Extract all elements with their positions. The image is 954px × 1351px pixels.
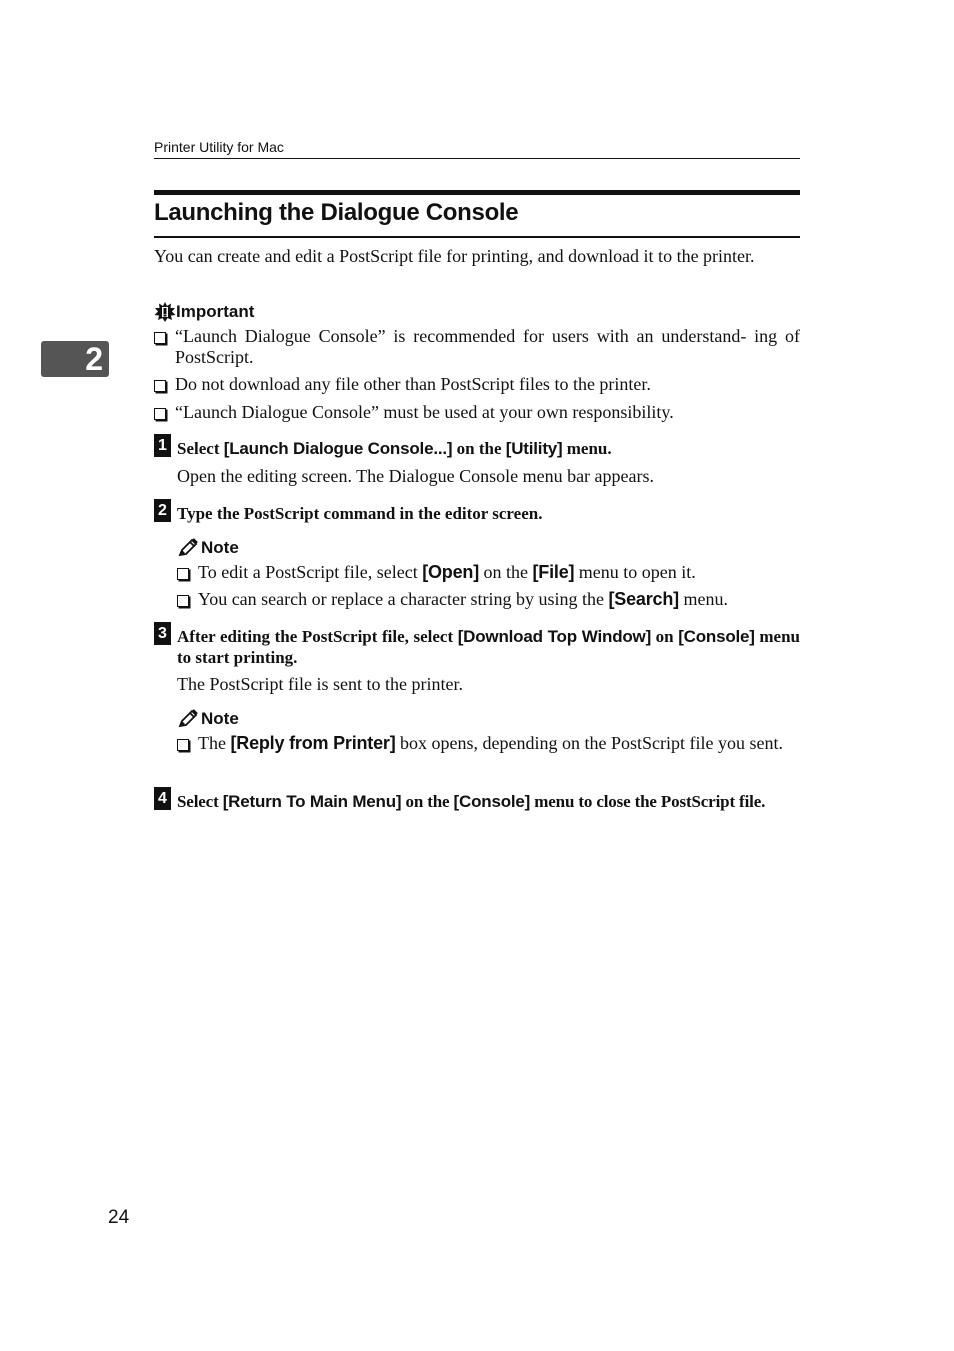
section-title: Launching the Dialogue Console	[154, 199, 519, 226]
note-item-text: To edit a PostScript file, select [Open] on the [File] menu to open it.	[198, 562, 696, 582]
step-text: Select [Launch Dialogue Console...] on the [Utility] menu.	[177, 439, 612, 458]
note-label: Note	[201, 538, 239, 557]
note-heading	[177, 709, 239, 729]
note-item	[177, 733, 800, 754]
important-item-text: Do not download any file other than PostScript files to the printer.	[175, 374, 651, 394]
step-text: Select [Return To Main Menu] on the [Console] menu to close the PostScript file.	[177, 792, 766, 811]
step-number-badge: 2	[154, 499, 171, 522]
note-item	[177, 562, 800, 583]
step-1	[154, 438, 800, 459]
step-4	[154, 791, 800, 812]
checkbox-bullet-icon	[177, 568, 189, 580]
important-heading	[154, 302, 254, 322]
important-item-text: “Launch Dialogue Console” is recommended for users with an understand- ing of PostScript.	[175, 326, 800, 367]
ui-label: [Return To Main Menu]	[222, 792, 402, 811]
step-text: After editing the PostScript file, select [Download Top Window] on [Console] menu to start printing.	[177, 627, 800, 667]
pencil-icon	[177, 709, 199, 729]
ui-label: [Reply from Printer]	[230, 733, 396, 753]
ui-label: [Console]	[678, 627, 755, 646]
note-heading	[177, 538, 239, 558]
important-item-text: “Launch Dialogue Console” must be used at your own responsibility.	[175, 402, 674, 422]
ui-label: [File]	[532, 562, 575, 582]
pencil-icon	[177, 538, 199, 558]
step-number-badge: 3	[154, 622, 171, 645]
checkbox-bullet-icon	[177, 595, 189, 607]
checkbox-bullet-icon	[154, 380, 166, 392]
note-item-text: You can search or replace a character string by using the [Search] menu.	[198, 589, 728, 609]
step-3-description: The PostScript file is sent to the printer.	[177, 674, 463, 694]
ui-label: [Download Top Window]	[457, 627, 652, 646]
ui-label: [Search]	[608, 589, 679, 609]
note-label: Note	[201, 709, 239, 728]
important-label: Important	[176, 302, 255, 321]
ui-label: [Launch Dialogue Console...]	[223, 439, 453, 458]
note-item	[177, 589, 800, 610]
ui-label: [Utility]	[505, 439, 563, 458]
step-3	[154, 626, 800, 668]
header-rule	[154, 158, 800, 159]
important-item	[154, 402, 800, 423]
title-rule-top	[154, 190, 800, 195]
step-number-badge: 4	[154, 787, 171, 810]
checkbox-bullet-icon	[154, 332, 166, 344]
important-item	[154, 326, 800, 368]
step-text: Type the PostScript command in the editor screen.	[177, 504, 543, 523]
step-number-badge: 1	[154, 434, 171, 457]
ui-label: [Console]	[453, 792, 531, 811]
page-number: 24	[108, 1207, 130, 1228]
title-rule-bottom	[154, 236, 800, 238]
checkbox-bullet-icon	[177, 739, 189, 751]
important-item	[154, 374, 800, 395]
chapter-tab: 2	[41, 341, 109, 377]
ui-label: [Open]	[422, 562, 479, 582]
important-icon	[154, 302, 176, 322]
step-1-description: Open the editing screen. The Dialogue Console menu bar appears.	[177, 466, 655, 486]
step-2	[154, 503, 800, 524]
note-item-text: The [Reply from Printer] box opens, depending on the PostScript file you sent.	[198, 733, 783, 753]
intro-paragraph: You can create and edit a PostScript file for printing, and download it to the printer.	[154, 246, 755, 266]
running-head: Printer Utility for Mac	[154, 139, 284, 155]
checkbox-bullet-icon	[154, 408, 166, 420]
